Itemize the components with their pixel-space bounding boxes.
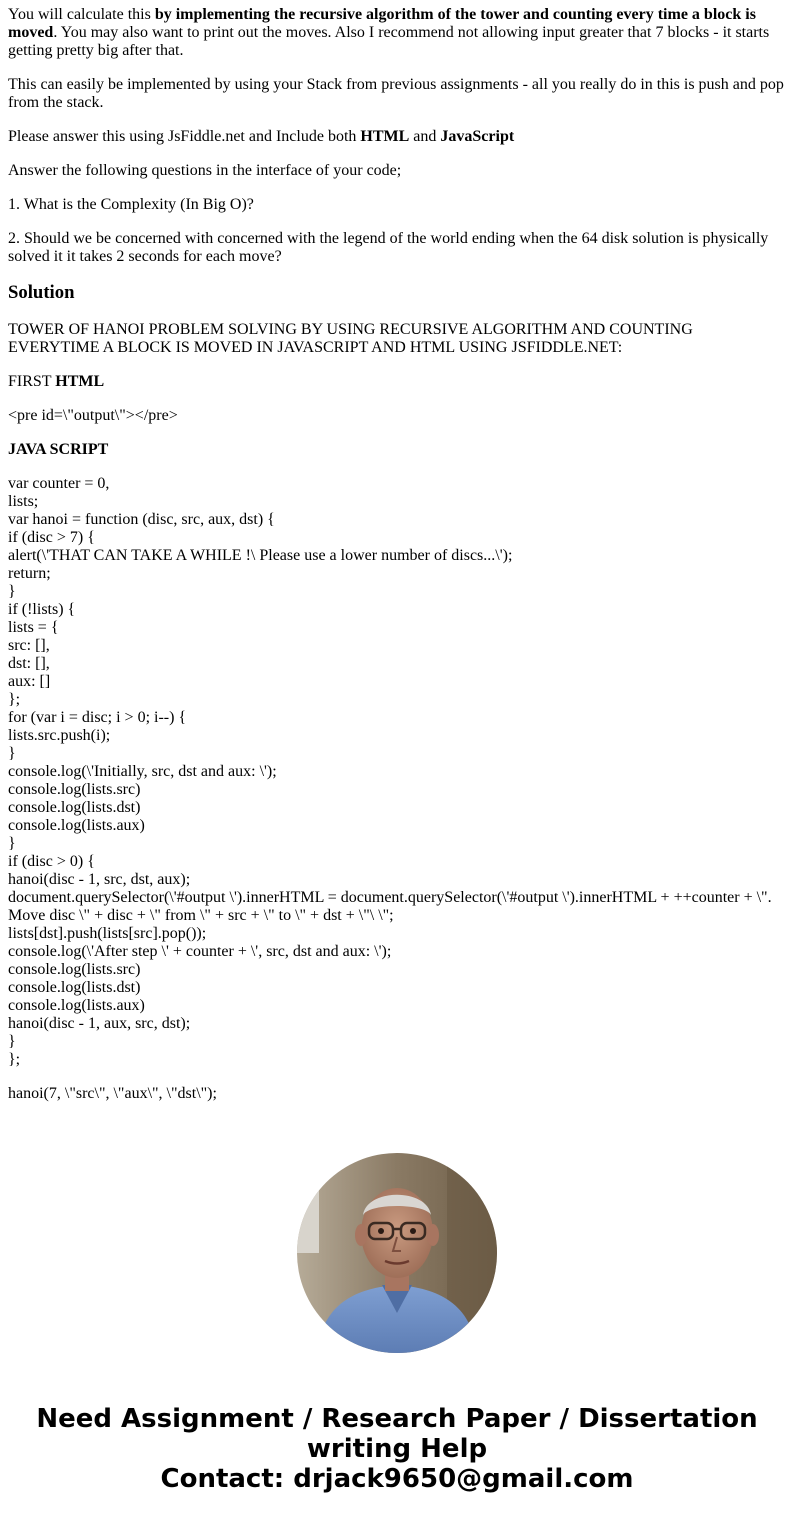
intro-paragraph-1 <box>8 6 786 60</box>
intro-text-continued: . You may also want to print out the moves. Also I recommend not allowing input greater that 7 blocks - it starts getting pretty big after that. <box>8 24 770 59</box>
code-line: console.log(lists.aux) <box>8 817 145 834</box>
code-line: console.log(lists.dst) <box>8 799 141 816</box>
intro-text: You will calculate this <box>8 6 155 23</box>
author-avatar <box>297 1153 497 1353</box>
code-line: lists.src.push(i); <box>8 727 111 744</box>
solution-heading: Solution <box>8 282 75 303</box>
code-line: dst: [], <box>8 655 50 672</box>
person-portrait-icon <box>297 1153 497 1353</box>
code-line: }; <box>8 1051 21 1068</box>
code-line: document.querySelector(\'#output \').innerHTML = document.querySelector(\'#output \').innerHTML + ++counter + \". Move disc \" + disc + \" from \" + src + \" to \" + dst + \"\ \"; <box>8 889 776 924</box>
code-line: return; <box>8 565 51 582</box>
code-line: } <box>8 745 16 762</box>
code-line: if (disc > 0) { <box>8 853 95 870</box>
code-line: console.log(lists.dst) <box>8 979 141 996</box>
code-line: hanoi(disc - 1, aux, src, dst); <box>8 1015 191 1032</box>
code-line: for (var i = disc; i > 0; i--) { <box>8 709 187 726</box>
code-line: hanoi(disc - 1, src, dst, aux); <box>8 871 191 888</box>
question-1: 1. What is the Complexity (In Big O)? <box>8 196 254 213</box>
code-line: } <box>8 583 16 600</box>
document-body <box>8 6 786 1119</box>
footer-banner <box>0 1404 794 1494</box>
javascript-bold: JavaScript <box>440 128 515 145</box>
code-line: var counter = 0, <box>8 475 110 492</box>
javascript-heading <box>8 441 786 459</box>
footer-help-text: Need Assignment / Research Paper / Dissertation writing Help <box>36 1404 758 1464</box>
code-line: } <box>8 835 16 852</box>
first-label-text: FIRST <box>8 373 56 390</box>
code-line: lists = { <box>8 619 59 636</box>
javascript-heading-text: JAVA SCRIPT <box>8 441 109 458</box>
code-line: console.log(\'After step \' + counter + \', src, dst and aux: \'); <box>8 943 392 960</box>
javascript-code-block <box>8 475 786 1069</box>
code-line: console.log(lists.src) <box>8 961 141 978</box>
code-line: if (disc > 7) { <box>8 529 95 546</box>
first-html-label <box>8 373 786 391</box>
code-line: src: [], <box>8 637 50 654</box>
solution-description: TOWER OF HANOI PROBLEM SOLVING BY USING RECURSIVE ALGORITHM AND COUNTING EVERYTIME A BLOCK IS MOVED IN JAVASCRIPT AND HTML USING JSFIDDLE.NET: <box>8 321 693 356</box>
code-line: lists; <box>8 493 39 510</box>
question-2: 2. Should we be concerned with concerned with the legend of the world ending when the 64 disk solution is physically solved it it takes 2 seconds for each move? <box>8 230 769 265</box>
code-line: console.log(lists.aux) <box>8 997 145 1014</box>
instruction-text: Please answer this using JsFiddle.net and Include both <box>8 128 361 145</box>
intro-paragraph-3 <box>8 128 786 146</box>
code-line: lists[dst].push(lists[src].pop()); <box>8 925 207 942</box>
code-line: }; <box>8 691 21 708</box>
and-text: and <box>409 128 441 145</box>
code-line: console.log(\'Initially, src, dst and aux: \'); <box>8 763 277 780</box>
intro-paragraph-4: Answer the following questions in the interface of your code; <box>8 162 402 179</box>
html-bold: HTML <box>360 128 410 145</box>
first-label-bold: HTML <box>55 373 105 390</box>
code-line: alert(\'THAT CAN TAKE A WHILE !\ Please use a lower number of discs...\'); <box>8 547 513 564</box>
intro-bold-text: by implementing the recursive algorithm of the tower and counting every time a block is moved <box>8 6 756 41</box>
intro-paragraph-2: This can easily be implemented by using your Stack from previous assignments - all you really do in this is push and pop from the stack. <box>8 76 784 111</box>
code-line: console.log(lists.src) <box>8 781 141 798</box>
code-line: if (!lists) { <box>8 601 76 618</box>
code-line: aux: [] <box>8 673 51 690</box>
code-line: var hanoi = function (disc, src, aux, dst) { <box>8 511 275 528</box>
code-line: } <box>8 1033 16 1050</box>
html-code: <pre id=\"output\"></pre> <box>8 407 178 424</box>
hanoi-call-line: hanoi(7, \"src\", \"aux\", \"dst\"); <box>8 1085 217 1102</box>
footer-contact-text: Contact: drjack9650@gmail.com <box>160 1464 634 1494</box>
